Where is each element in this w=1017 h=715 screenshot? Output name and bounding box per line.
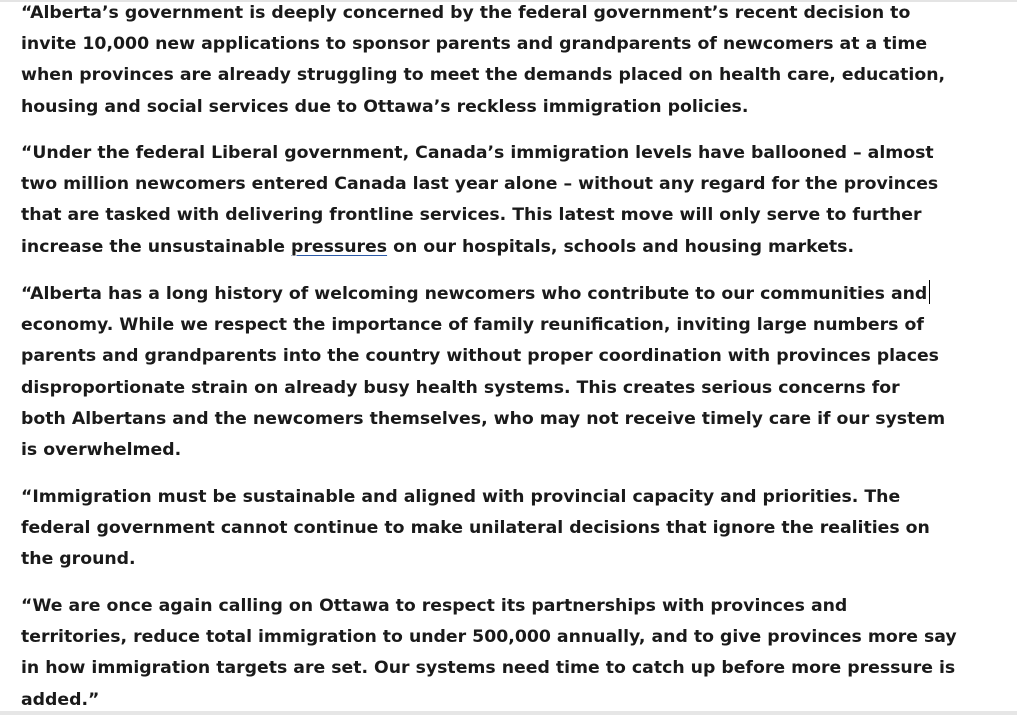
- spellcheck-flagged-word[interactable]: pressures: [291, 236, 388, 257]
- page-bottom-edge: [0, 711, 1017, 715]
- paragraph-2[interactable]: [21, 138, 981, 263]
- paragraph-4[interactable]: “Immigration must be sustainable and aligned with provincial capacity and priorities. The federal government cannot continue to make unilateral decisions that ignore the realities on the ground.: [21, 487, 930, 570]
- paragraph-2-text-start: “Under the federal Liberal government, Canada’s immigration levels have ballooned – almost two million newcomers entered Canada last year alone – without any regard for the provinces that are tasked with delivering frontline services. This latest move will only serve to further increase the unsustainable: [21, 143, 939, 257]
- paragraph-2-text-end: on our hospitals, schools and housing markets.: [387, 236, 855, 257]
- paragraph-5[interactable]: “We are once again calling on Ottawa to respect its partnerships with provinces and territories, reduce total immigration to under 500,000 annually, and to give provinces more say in how immigration targets are set. Our systems need time to catch up before more pressure is added.”: [21, 596, 957, 710]
- paragraph-1[interactable]: “Alberta’s government is deeply concerned by the federal government’s recent decision to invite 10,000 new applications to sponsor parents and grandparents of newcomers at a time when provinces are already struggling to meet the demands placed on health care, education, housing and social services due to Ottawa’s reckless immigration policies.: [21, 3, 946, 117]
- paragraph-3-rest: economy. While we respect the importance of family reunification, inviting large numbers of parents and grandparents into the country without proper coordination with provinces places disproportionate strain on already busy health systems. This creates serious concerns for both Albertans and the newcomers themselves, who may not receive timely care if our system is overwhelmed.: [21, 315, 946, 461]
- text-cursor: [929, 280, 930, 304]
- paragraph-3[interactable]: [21, 279, 981, 466]
- paragraph-3-line-1: “Alberta has a long history of welcoming newcomers who contribute to our communities and: [21, 284, 928, 304]
